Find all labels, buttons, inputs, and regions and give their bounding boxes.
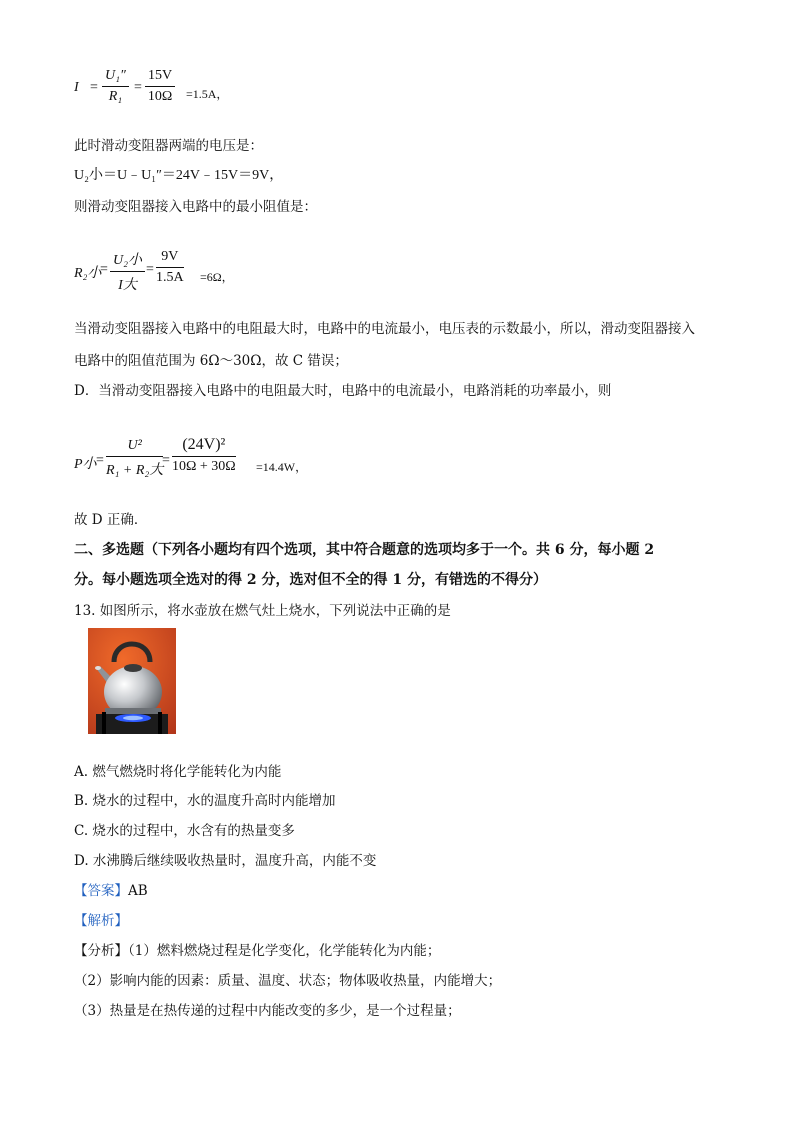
eq3-result: =14.4W， <box>256 460 308 474</box>
option-c: C. 烧水的过程中，水含有的热量变多 <box>74 823 295 839</box>
answer-value: AB <box>128 883 148 899</box>
fenxi-item-1: （1）燃料燃烧过程是化学变化，化学能转化为内能； <box>128 943 441 959</box>
eq3-fraction-symbolic: U² R₁ + R₂大 <box>106 438 164 478</box>
section-2-heading-line-2: 分。每小题选项全选对的得 2 分，选对但不全的得 1 分，有错选的不得分） <box>74 572 547 588</box>
eq1-equals: = <box>90 80 98 95</box>
paragraph-3: 则滑动变阻器接入电路中的最小阻值是： <box>74 199 317 215</box>
option-b: B. 烧水的过程中，水的温度升高时内能增加 <box>74 793 336 809</box>
option-d: D. 水沸腾后继续吸收热量时，温度升高，内能不变 <box>74 853 377 869</box>
paragraph-6: D．当滑动变阻器接入电路中的电阻最大时，电路中的电流最小，电路消耗的功率最小，则 <box>74 383 612 399</box>
eq2-lhs: R₂小 <box>74 266 102 281</box>
paragraph-5: 电路中的阻值范围为 6Ω～30Ω，故 C 错误； <box>74 353 348 369</box>
kettle-on-stove-image <box>88 628 176 734</box>
answer-tag: 【答案】 <box>74 883 128 899</box>
eq1-fraction-numeric: $\frac{15V}{10\Omega}$ <box>145 68 175 105</box>
eq2-result: =6Ω， <box>200 270 234 284</box>
analysis-tag: 【解析】 <box>74 913 128 929</box>
eq3-lhs: P小 <box>74 457 97 472</box>
paragraph-4: 当滑动变阻器接入电路中的电阻最大时，电路中的电流最小，电压表的示数最小，所以，滑动变阻器接入 <box>74 321 695 337</box>
paragraph-2: U₂小＝U﹣U₁″＝24V﹣15V＝9V， <box>74 168 284 183</box>
section-2-heading-line-1: 二、多选题（下列各小题均有四个选项，其中符合题意的选项均多于一个。共 6 分，每小题 2 <box>74 542 655 558</box>
eq2-fraction-symbolic: U₂小 I大 <box>110 249 145 294</box>
fenxi-item-2: （2）影响内能的因素：质量、温度、状态；物体吸收热量，内能增大； <box>74 973 502 989</box>
answer-line <box>74 882 148 900</box>
paragraph-7: 故 D 正确． <box>74 512 148 528</box>
option-a: A. 燃气燃烧时将化学能转化为内能 <box>74 764 282 780</box>
eq1-lhs: I <box>74 80 79 95</box>
eq1-result: =1.5A， <box>186 87 229 101</box>
eq3-fraction-numeric: $\frac{\text{(24V)²}}{10\Omega + 30\Omega}$ <box>172 436 236 474</box>
eq1-fraction-symbolic: $\frac{\text{U₁″}}{\text{R₁}}$ <box>102 68 129 105</box>
question-13: 13. 如图所示，将水壶放在燃气灶上烧水，下列说法中正确的是 <box>74 603 451 619</box>
fenxi-tag: 【分析】 <box>74 943 128 959</box>
paragraph-1: 此时滑动变阻器两端的电压是： <box>74 138 263 154</box>
eq2-fraction-numeric: $\frac{9V}{1.5A}$ <box>156 249 184 285</box>
fenxi-line-1 <box>74 942 440 960</box>
fenxi-item-3: （3）热量是在热传递的过程中内能改变的多少，是一个过程量； <box>74 1003 461 1019</box>
